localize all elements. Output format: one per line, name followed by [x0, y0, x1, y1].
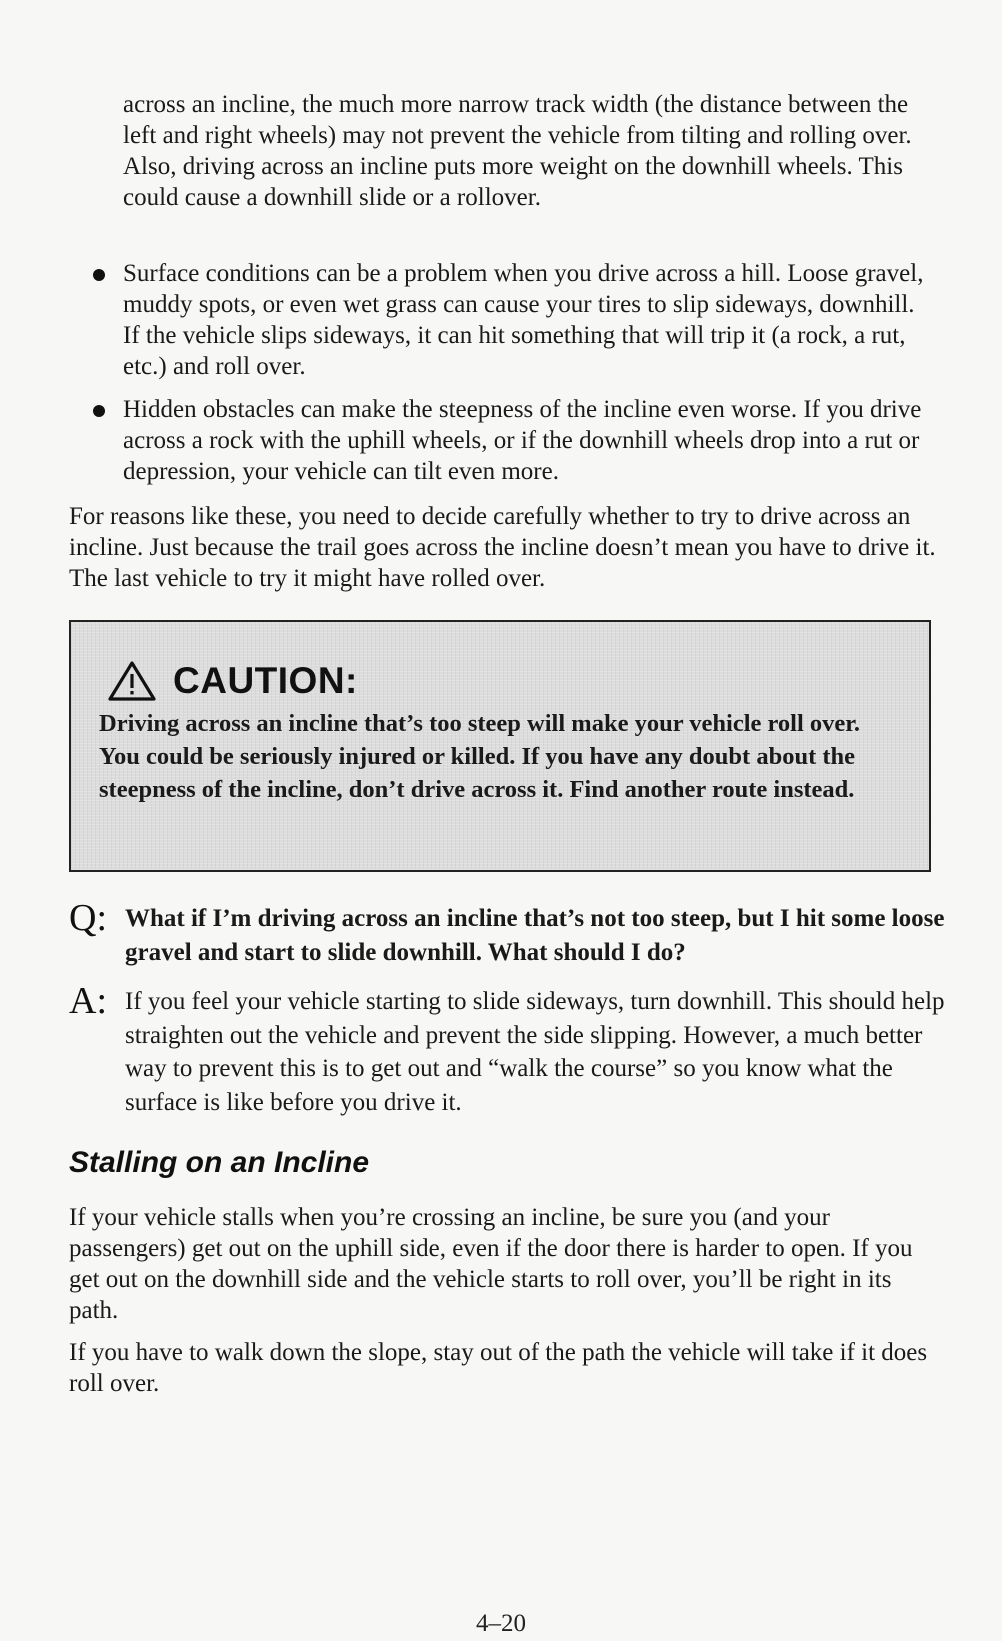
caution-header — [107, 656, 358, 706]
answer-text: If you feel your vehicle starting to slide sideways, turn downhill. This should help straighten out the vehicle and prevent the side slipping. However, a much better way to prevent this is to get out and “walk the course” so you know what the surface is like before you drive it. — [125, 988, 945, 1116]
caution-title: CAUTION: — [173, 660, 358, 701]
reasons-paragraph: For reasons like these, you need to decide carefully whether to try to drive across an incline. Just because the trail goes across the incline doesn’t mean you have to drive it. The last vehicle to try it might have rolled over. — [69, 503, 936, 592]
list-item — [123, 394, 933, 487]
stalling-paragraph-2: If you have to walk down the slope, stay out of the path the vehicle will take if it does roll over. — [69, 1339, 928, 1397]
bullet-icon — [93, 269, 105, 281]
warning-triangle-icon — [107, 660, 157, 702]
stalling-paragraph-1: If your vehicle stalls when you’re crossing an incline, be sure you (and your passengers) get out on the uphill side, even if the door there is harder to open. If you get out on the downhill side and the vehicle starts to roll over, you’ll be right in its path. — [69, 1204, 913, 1324]
caution-box — [69, 620, 931, 872]
caution-text: Driving across an incline that’s too steep will make your vehicle roll over. You could be seriously injured or killed. If you have any doubt about the steepness of the incline, don’t drive across it. Find another route instead. — [99, 710, 861, 803]
question-text: What if I’m driving across an incline that’s not too steep, but I hit some loose gravel and start to slide downhill. What should I do? — [125, 905, 945, 966]
bullet-text: Hidden obstacles can make the steepness of the incline even worse. If you drive across a rock with the uphill wheels, or if the downhill wheels drop into a rut or depression, your vehicle can tilt even more. — [123, 396, 922, 485]
question-label: Q: — [69, 897, 107, 939]
bullet-icon — [93, 405, 105, 417]
answer-label: A: — [69, 980, 107, 1022]
section-heading: Stalling on an Incline — [69, 1146, 370, 1179]
continuation-paragraph: across an incline, the much more narrow track width (the distance between the left and right wheels) may not prevent the vehicle from tilting and rolling over. Also, driving across an incline puts more weight on the downhill wheels. This could cause a downhill slide or a rollover. — [123, 91, 912, 211]
bullet-text: Surface conditions can be a problem when you drive across a hill. Loose gravel, muddy spots, or even wet grass can cause your tires to slip sideways, downhill. If the vehicle slips sideways, it can hit something that will trip it (a rock, a rut, etc.) and roll over. — [123, 260, 924, 380]
list-item — [123, 258, 933, 382]
page-number: 4–20 — [476, 1610, 526, 1637]
